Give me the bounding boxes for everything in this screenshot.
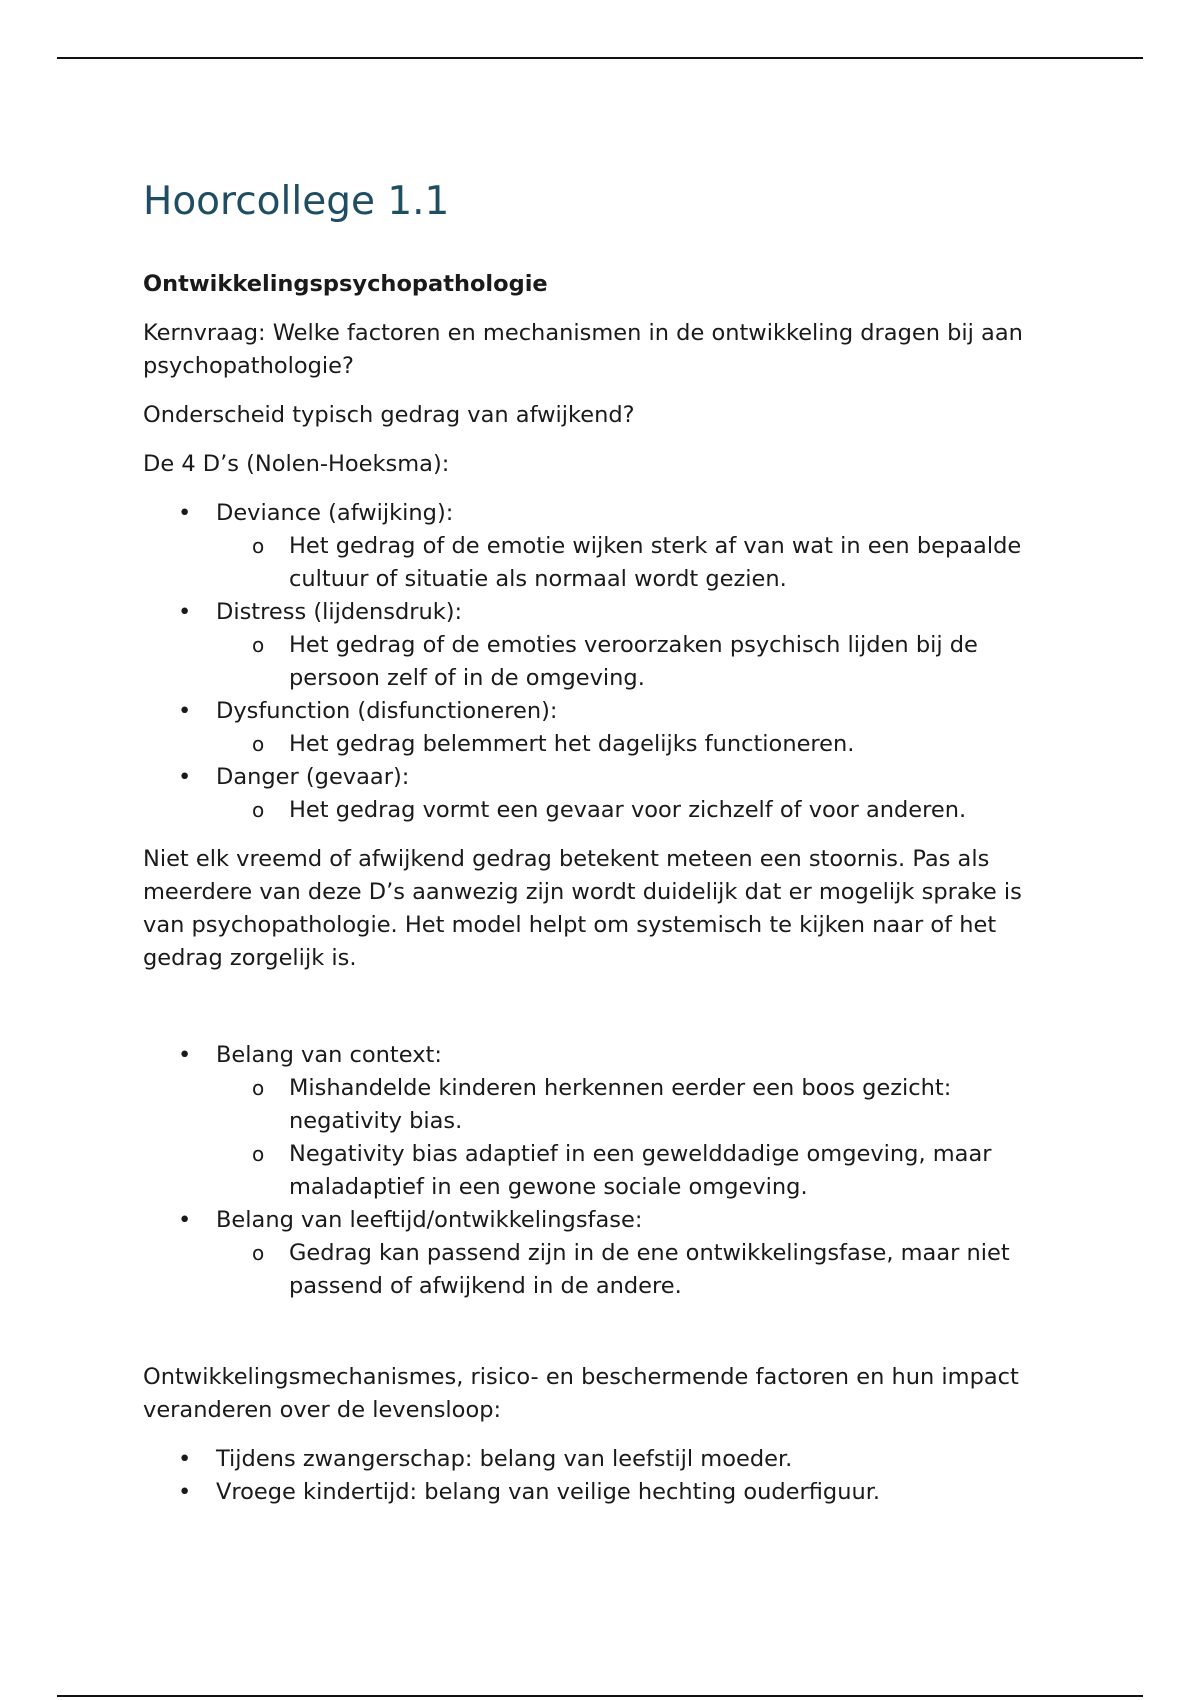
sub-list-item bbox=[216, 629, 1063, 695]
bullet-icon: • bbox=[178, 698, 192, 724]
list-item-label: Belang van context: bbox=[216, 1042, 442, 1068]
circle-bullet-icon: o bbox=[252, 534, 265, 558]
circle-bullet-icon: o bbox=[252, 1142, 265, 1166]
lifespan-list bbox=[143, 1443, 1063, 1509]
document-body bbox=[143, 176, 1063, 1509]
paragraph-onderscheid: Onderscheid typisch gedrag van afwijkend? bbox=[143, 402, 635, 428]
sub-list-item bbox=[216, 1138, 1063, 1204]
bullet-icon: • bbox=[178, 599, 192, 625]
bullet-icon: • bbox=[178, 1207, 192, 1233]
sub-list-item bbox=[216, 1237, 1063, 1303]
sub-list-item-text: Gedrag kan passend zijn in de ene ontwikkelingsfase, maar niet passend of afwijkend in de andere. bbox=[289, 1240, 1010, 1299]
list-item-label: Vroege kindertijd: belang van veilige hechting ouderfiguur. bbox=[216, 1479, 881, 1505]
bullet-icon: • bbox=[178, 764, 192, 790]
list-item bbox=[143, 695, 1063, 761]
paragraph-4ds-intro: De 4 D’s (Nolen-Hoeksma): bbox=[143, 451, 450, 477]
sub-list bbox=[216, 794, 1063, 827]
sub-list-item-text: Negativity bias adaptief in een gewelddadige omgeving, maar maladaptief in een gewone sociale omgeving. bbox=[289, 1141, 992, 1200]
list-item bbox=[143, 1039, 1063, 1204]
list-item-label: Deviance (afwijking): bbox=[216, 500, 454, 526]
sub-list bbox=[216, 1072, 1063, 1204]
sub-list-item bbox=[216, 530, 1063, 596]
bullet-icon: • bbox=[178, 500, 192, 526]
paragraph-kernvraag: Kernvraag: Welke factoren en mechanismen in de ontwikkeling dragen bij aan psychopathologie? bbox=[143, 320, 1023, 379]
list-item-label: Belang van leeftijd/ontwikkelingsfase: bbox=[216, 1207, 643, 1233]
sub-list-item bbox=[216, 794, 1063, 827]
list-item bbox=[143, 1476, 1063, 1509]
context-list bbox=[143, 1039, 1063, 1303]
list-item-label: Dysfunction (disfunctioneren): bbox=[216, 698, 558, 724]
sub-list-item-text: Het gedrag of de emotie wijken sterk af van wat in een bepaalde cultuur of situatie als normaal wordt gezien. bbox=[289, 533, 1022, 592]
circle-bullet-icon: o bbox=[252, 798, 265, 822]
sub-list bbox=[216, 629, 1063, 695]
list-item-label: Danger (gevaar): bbox=[216, 764, 410, 790]
list-item-label: Distress (lijdensdruk): bbox=[216, 599, 463, 625]
list-item-label: Tijdens zwangerschap: belang van leefstijl moeder. bbox=[216, 1446, 793, 1472]
bullet-icon: • bbox=[178, 1479, 192, 1505]
sub-list bbox=[216, 728, 1063, 761]
list-item bbox=[143, 1443, 1063, 1476]
circle-bullet-icon: o bbox=[252, 1076, 265, 1100]
bottom-rule bbox=[57, 1695, 1143, 1697]
page-title: Hoorcollege 1.1 bbox=[143, 179, 450, 224]
circle-bullet-icon: o bbox=[252, 1241, 265, 1265]
sub-list-item bbox=[216, 728, 1063, 761]
sub-list-item bbox=[216, 1072, 1063, 1138]
paragraph-levensloop: Ontwikkelingsmechanismes, risico- en beschermende factoren en hun impact veranderen over de levensloop: bbox=[143, 1364, 1019, 1423]
top-rule bbox=[57, 57, 1143, 59]
sub-list-item-text: Het gedrag of de emoties veroorzaken psychisch lijden bij de persoon zelf of in de omgeving. bbox=[289, 632, 978, 691]
section-heading: Ontwikkelingspsychopathologie bbox=[143, 271, 548, 297]
circle-bullet-icon: o bbox=[252, 633, 265, 657]
bullet-icon: • bbox=[178, 1446, 192, 1472]
sub-list-item-text: Mishandelde kinderen herkennen eerder een boos gezicht: negativity bias. bbox=[289, 1075, 952, 1134]
sub-list bbox=[216, 530, 1063, 596]
list-item bbox=[143, 761, 1063, 827]
list-item bbox=[143, 596, 1063, 695]
four-ds-list bbox=[143, 497, 1063, 827]
circle-bullet-icon: o bbox=[252, 732, 265, 756]
sub-list bbox=[216, 1237, 1063, 1303]
sub-list-item-text: Het gedrag vormt een gevaar voor zichzelf of voor anderen. bbox=[289, 797, 967, 823]
bullet-icon: • bbox=[178, 1042, 192, 1068]
list-item bbox=[143, 497, 1063, 596]
list-item bbox=[143, 1204, 1063, 1303]
paragraph-niet-elk: Niet elk vreemd of afwijkend gedrag betekent meteen een stoornis. Pas als meerdere van deze D’s aanwezig zijn wordt duidelijk dat er mogelijk sprake is van psychopathologie. Het model helpt om systemisch te kijken naar of het gedrag zorgelijk is. bbox=[143, 846, 1022, 971]
sub-list-item-text: Het gedrag belemmert het dagelijks functioneren. bbox=[289, 731, 855, 757]
